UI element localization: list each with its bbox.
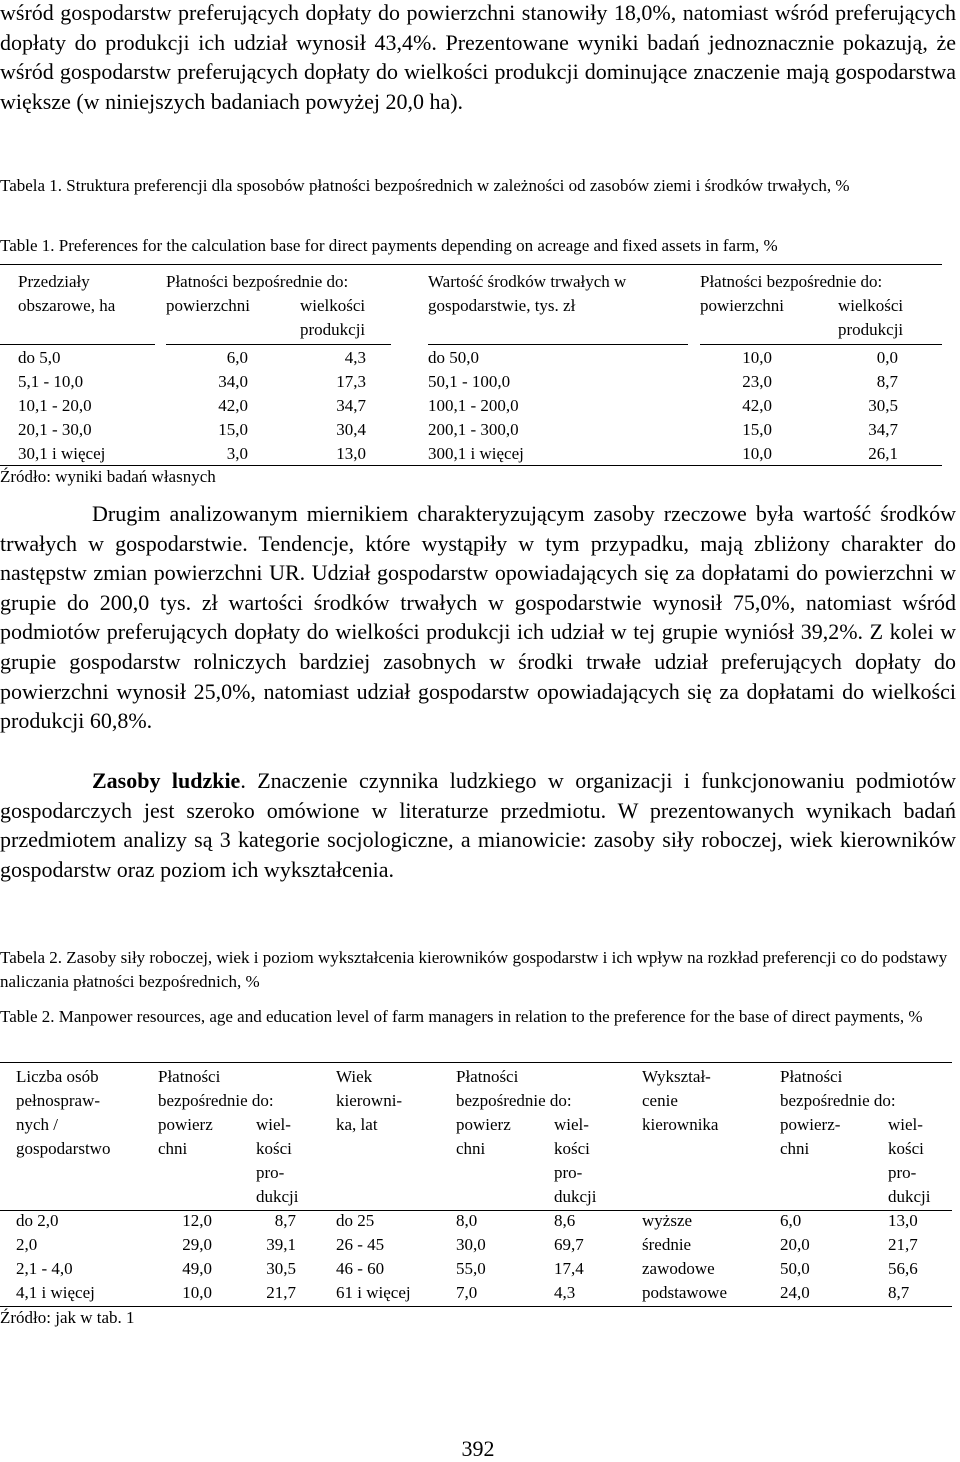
- table-cell: zawodowe: [642, 1259, 715, 1278]
- table2-header-workers: nych /: [16, 1115, 59, 1134]
- table-cell: 6,0: [226, 348, 248, 367]
- table1-header-surface: powierzchni: [700, 296, 785, 315]
- table1-header-assets: gospodarstwie, tys. zł: [428, 296, 576, 315]
- table-cell: do 5,0: [18, 348, 61, 367]
- table-cell: 2,0: [16, 1235, 38, 1254]
- table2-header-size: kości: [554, 1139, 590, 1158]
- table-cell: 3,0: [226, 444, 248, 463]
- table-cell: 34,7: [868, 420, 898, 439]
- table-cell: 8,7: [274, 1211, 296, 1230]
- table2-header-surface: chni: [456, 1139, 486, 1158]
- table-cell: 50,1 - 100,0: [428, 372, 511, 391]
- table-cell: 8,7: [888, 1283, 910, 1302]
- table2-header-size: wiel-: [888, 1115, 923, 1134]
- table-cell: 0,0: [876, 348, 898, 367]
- table2-header-size: dukcji: [888, 1187, 931, 1206]
- table-cell: 20,1 - 30,0: [18, 420, 92, 439]
- table-cell: 17,4: [554, 1259, 584, 1278]
- table-cell: 26 - 45: [336, 1235, 385, 1254]
- table-cell: 21,7: [266, 1283, 296, 1302]
- table-cell: 55,0: [456, 1259, 486, 1278]
- table1-caption-en: Table 1. Preferences for the calculation base for direct payments depending on acreage and fixed assets in farm, %: [0, 236, 778, 255]
- table-cell: 24,0: [780, 1283, 810, 1302]
- paragraph-body: . Znaczenie czynnika ludzkiego w organizacji i funkcjonowaniu podmiotów gospodarczych jest szeroko omówione w literaturze przedmiotu. W prezentowanych wynikach badań przedmiotem analizy są 3 kategorie socjologiczne, a mianowicie: zasoby siły roboczej, wiek kierowników gospodarstw oraz poziom ich wykształcenia.: [0, 768, 956, 882]
- table2-header-size: dukcji: [256, 1187, 299, 1206]
- table2-header-size: pro-: [256, 1163, 285, 1182]
- table2-header-payments: Płatności: [158, 1067, 221, 1086]
- paragraph-heading: Zasoby ludzkie: [92, 768, 241, 793]
- table2-header-size: kości: [888, 1139, 924, 1158]
- table2-header-payments: bezpośrednie do:: [780, 1091, 896, 1110]
- table2-header-education: kierownika: [642, 1115, 719, 1134]
- table-cell: do 25: [336, 1211, 375, 1230]
- table-cell: 61 i więcej: [336, 1283, 411, 1302]
- table1-caption-pl: Tabela 1. Struktura preferencji dla sposobów płatności bezpośrednich w zależności od zasobów ziemi i środków trwałych, %: [0, 176, 850, 195]
- table1-header-size: wielkości: [300, 296, 366, 315]
- table2-header-age: ka, lat: [336, 1115, 378, 1134]
- table-cell: 30,1 i więcej: [18, 444, 106, 463]
- table-cell: 29,0: [182, 1235, 212, 1254]
- table2-header-surface: powierz: [158, 1115, 213, 1134]
- table-cell: 30,4: [336, 420, 366, 439]
- table-cell: 56,6: [888, 1259, 918, 1278]
- table-cell: 26,1: [868, 444, 898, 463]
- table1-header-rule: [166, 344, 391, 345]
- table2-caption-en: Table 2. Manpower resources, age and education level of farm managers in relation to the preference for the base of direct payments, %: [0, 1007, 923, 1026]
- table2-bottom-rule: [0, 1306, 952, 1307]
- table-cell: 8,6: [554, 1211, 576, 1230]
- table2-header-surface: chni: [158, 1139, 188, 1158]
- table-cell: do 2,0: [16, 1211, 59, 1230]
- table2-header-payments: bezpośrednie do:: [456, 1091, 572, 1110]
- table-cell: 46 - 60: [336, 1259, 385, 1278]
- table2-header-size: dukcji: [554, 1187, 597, 1206]
- table-cell: 4,1 i więcej: [16, 1283, 95, 1302]
- table2-top-rule: [0, 1062, 952, 1063]
- table2-header-age: kierowni-: [336, 1091, 403, 1110]
- table-cell: 42,0: [218, 396, 248, 415]
- table-cell: 21,7: [888, 1235, 918, 1254]
- table1-header-size: wielkości: [838, 296, 904, 315]
- table2-header-age: Wiek: [336, 1067, 373, 1086]
- table-cell: podstawowe: [642, 1283, 727, 1302]
- table1-header-area: obszarowe, ha: [18, 296, 116, 315]
- table-cell: 200,1 - 300,0: [428, 420, 519, 439]
- table1-top-rule: [0, 264, 942, 265]
- table2-header-workers: Liczba osób: [16, 1067, 99, 1086]
- table-cell: 42,0: [742, 396, 772, 415]
- table2-header-workers: gospodarstwo: [16, 1139, 111, 1158]
- table1-header-payments: Płatności bezpośrednie do:: [700, 272, 883, 291]
- table-cell: 50,0: [780, 1259, 810, 1278]
- table2-header-surface: powierz: [456, 1115, 511, 1134]
- table1-header-rule: [428, 344, 688, 345]
- table2-header-payments: bezpośrednie do:: [158, 1091, 274, 1110]
- table-cell: 34,7: [336, 396, 366, 415]
- table2-header-payments: Płatności: [456, 1067, 519, 1086]
- table-cell: 23,0: [742, 372, 772, 391]
- page-number: 392: [461, 1436, 495, 1461]
- table-cell: 15,0: [218, 420, 248, 439]
- table-cell: 30,5: [868, 396, 898, 415]
- table-cell: 100,1 - 200,0: [428, 396, 519, 415]
- table1-header-rule: [0, 344, 155, 345]
- table2-header-size: wiel-: [256, 1115, 291, 1134]
- table1-header-area: Przedziały: [18, 272, 90, 291]
- table-cell: 10,0: [742, 444, 772, 463]
- table-cell: 8,7: [876, 372, 898, 391]
- table-cell: 30,0: [456, 1235, 486, 1254]
- table1-header-production: produkcji: [838, 320, 904, 339]
- intro-paragraph: wśród gospodarstw preferujących dopłaty do powierzchni stanowiły 18,0%, natomiast wśród preferujących dopłaty do produkcji ich udział wynosił 43,4%. Prezentowane wyniki badań jednoznacznie pokazują, że wśród gospodarstw preferujących dopłaty do wielkości produkcji dominujące znaczenie mają gospodarstwa większe (w niniejszych badaniach powyżej 20,0 ha).: [0, 0, 956, 114]
- table-cell: 15,0: [742, 420, 772, 439]
- table1-source: Źródło: wyniki badań własnych: [0, 467, 216, 486]
- table2-header-size: pro-: [888, 1163, 917, 1182]
- table-cell: 10,0: [742, 348, 772, 367]
- paragraph-fixed-assets: Drugim analizowanym miernikiem charakteryzującym zasoby rzeczowe była wartość środków trwałych w gospodarstwie. Tendencje, które wystąpiły w tym przypadku, mają zbliżony charakter do następstw zmian powierzchni UR. Udział gospodarstw opowiadających się za dopłatami do powierzchni w grupie do 200,0 tys. zł wartości środków trwałych w gospodarstwie wynosił 75,0%, natomiast wśród podmiotów preferujących dopłaty do wielkości produkcji ich udział w tej grupie wyniósł 39,2%. Z kolei w grupie gospodarstw rolniczych bardziej zasobnych w środki trwałe udział preferujących dopłaty do powierzchni wynosił 25,0%, natomiast udział gospodarstw opowiadających się za dopłatami do wielkości produkcji 60,8%.: [0, 501, 956, 734]
- table-cell: 300,1 i więcej: [428, 444, 524, 463]
- table-cell: średnie: [642, 1235, 692, 1254]
- table-cell: 6,0: [780, 1211, 802, 1230]
- table-cell: 30,5: [266, 1259, 296, 1278]
- table-cell: 13,0: [336, 444, 366, 463]
- table-cell: 10,1 - 20,0: [18, 396, 92, 415]
- table2-header-size: wiel-: [554, 1115, 589, 1134]
- table2-header-education: Wykształ-: [642, 1067, 711, 1086]
- table-cell: 8,0: [456, 1211, 478, 1230]
- table-cell: 20,0: [780, 1235, 810, 1254]
- table2-header-education: cenie: [642, 1091, 678, 1110]
- table-cell: 13,0: [888, 1211, 918, 1230]
- table1-header-payments: Płatności bezpośrednie do:: [166, 272, 349, 291]
- table2-header-surface: powierz-: [780, 1115, 841, 1134]
- table-cell: 4,3: [554, 1283, 576, 1302]
- table-cell: 5,1 - 10,0: [18, 372, 84, 391]
- table-cell: 12,0: [182, 1211, 212, 1230]
- table-cell: 39,1: [266, 1235, 296, 1254]
- table2-header-size: kości: [256, 1139, 292, 1158]
- table-cell: wyższe: [642, 1211, 693, 1230]
- table-cell: do 50,0: [428, 348, 479, 367]
- table-cell: 4,3: [344, 348, 366, 367]
- table2-header-workers: pełnospraw-: [16, 1091, 101, 1110]
- table1-header-surface: powierzchni: [166, 296, 251, 315]
- table-cell: 10,0: [182, 1283, 212, 1302]
- table-cell: 2,1 - 4,0: [16, 1259, 73, 1278]
- paragraph-human-resources: [0, 766, 956, 884]
- table-cell: 49,0: [182, 1259, 212, 1278]
- table1-header-assets: Wartość środków trwałych w: [428, 272, 627, 291]
- table-cell: 7,0: [456, 1283, 478, 1302]
- table2-caption-pl: Tabela 2. Zasoby siły roboczej, wiek i poziom wykształcenia kierowników gospodarstw i ich wpływ na rozkład preferencji co do podstawy naliczania płatności bezpośrednich, %: [0, 948, 948, 991]
- table2-header-surface: chni: [780, 1139, 810, 1158]
- table1-header-rule: [700, 344, 942, 345]
- table2-header-payments: Płatności: [780, 1067, 843, 1086]
- table2-source: Źródło: jak w tab. 1: [0, 1308, 135, 1327]
- table2-header-size: pro-: [554, 1163, 583, 1182]
- table-cell: 17,3: [336, 372, 366, 391]
- table1-header-production: produkcji: [300, 320, 366, 339]
- table-cell: 69,7: [554, 1235, 584, 1254]
- table-cell: 34,0: [218, 372, 248, 391]
